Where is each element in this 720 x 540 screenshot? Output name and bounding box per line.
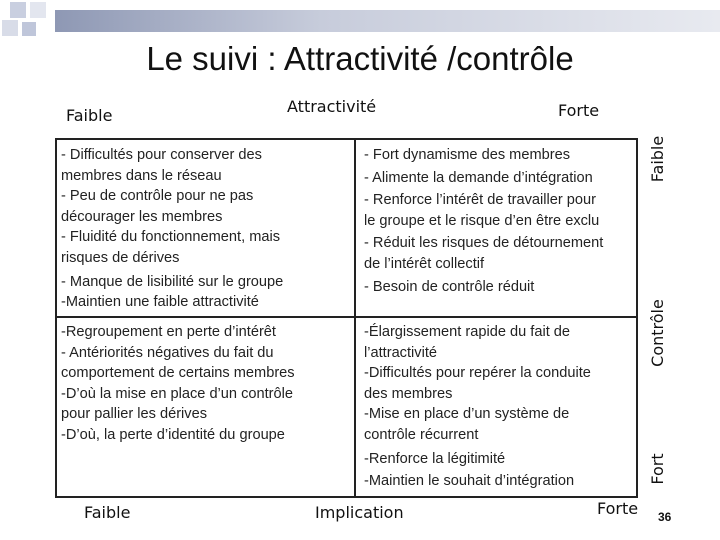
cell-line: - Besoin de contrôle réduit [364, 278, 535, 295]
attractivite-axis-label: Attractivité [287, 97, 377, 116]
implication-low-label: Faible [84, 503, 131, 522]
cell-bottom-right [364, 322, 634, 492]
corner-decoration [0, 0, 60, 45]
cell-line: - Difficultés pour conserver des [61, 147, 262, 163]
cell-line: des membres [364, 385, 453, 402]
cell-line: risques de dérives [61, 249, 180, 266]
matrix-horizontal-divider [55, 316, 638, 318]
page-number: 36 [658, 510, 672, 524]
cell-line: - Réduit les risques de détournement [364, 235, 604, 252]
cell-line: -Regroupement en perte d’intérêt [61, 324, 276, 340]
cell-line: -Renforce la légitimité [364, 450, 506, 467]
cell-line: le groupe et le risque d’en être exclu [364, 212, 600, 229]
cell-top-right [364, 145, 634, 297]
cell-line: - Antériorités négatives du fait du [61, 344, 274, 361]
cell-line: -Maintien le souhait d’intégration [364, 473, 575, 490]
cell-line: - Fort dynamisme des membres [364, 147, 570, 163]
cell-line: - Renforce l’intérêt de travailler pour [364, 192, 596, 209]
header-bar [55, 10, 720, 32]
cell-line: - Peu de contrôle pour ne pas [61, 188, 254, 205]
cell-line: -D’où la mise en place d’un contrôle [61, 385, 294, 402]
cell-line: - Manque de lisibilité sur le groupe [61, 273, 284, 290]
cell-line: -Mise en place d’un système de [364, 406, 570, 423]
cell-line: -D’où, la perte d’identité du groupe [61, 426, 285, 443]
cell-line: -Élargissement rapide du fait de [364, 324, 571, 340]
controle-high-label: Fort [648, 453, 667, 485]
cell-line: membres dans le réseau [61, 167, 222, 184]
controle-low-label: Faible [648, 135, 667, 183]
attractivite-low-label: Faible [66, 106, 113, 125]
cell-line: comportement de certains membres [61, 365, 295, 382]
implication-high-label: Forte [597, 499, 639, 518]
cell-line: - Fluidité du fonctionnement, mais [61, 229, 281, 246]
page-title: Le suivi : Attractivité /contrôle [146, 40, 574, 77]
cell-top-left [61, 145, 351, 313]
cell-line: - Alimente la demande d’intégration [364, 169, 593, 186]
cell-line: contrôle récurrent [364, 426, 479, 443]
cell-line: l’attractivité [364, 344, 437, 361]
cell-line: pour pallier les dérives [61, 406, 208, 423]
cell-line: -Difficultés pour repérer la conduite [364, 365, 591, 382]
matrix-vertical-divider [354, 138, 356, 498]
cell-line: -Maintien une faible attractivité [61, 294, 259, 311]
cell-line: de l’intérêt collectif [364, 255, 485, 272]
controle-axis-label: Contrôle [648, 299, 667, 367]
cell-bottom-left [61, 322, 351, 446]
cell-line: décourager les membres [61, 208, 223, 225]
attractivite-high-label: Forte [558, 101, 600, 120]
implication-axis-label: Implication [315, 503, 404, 522]
